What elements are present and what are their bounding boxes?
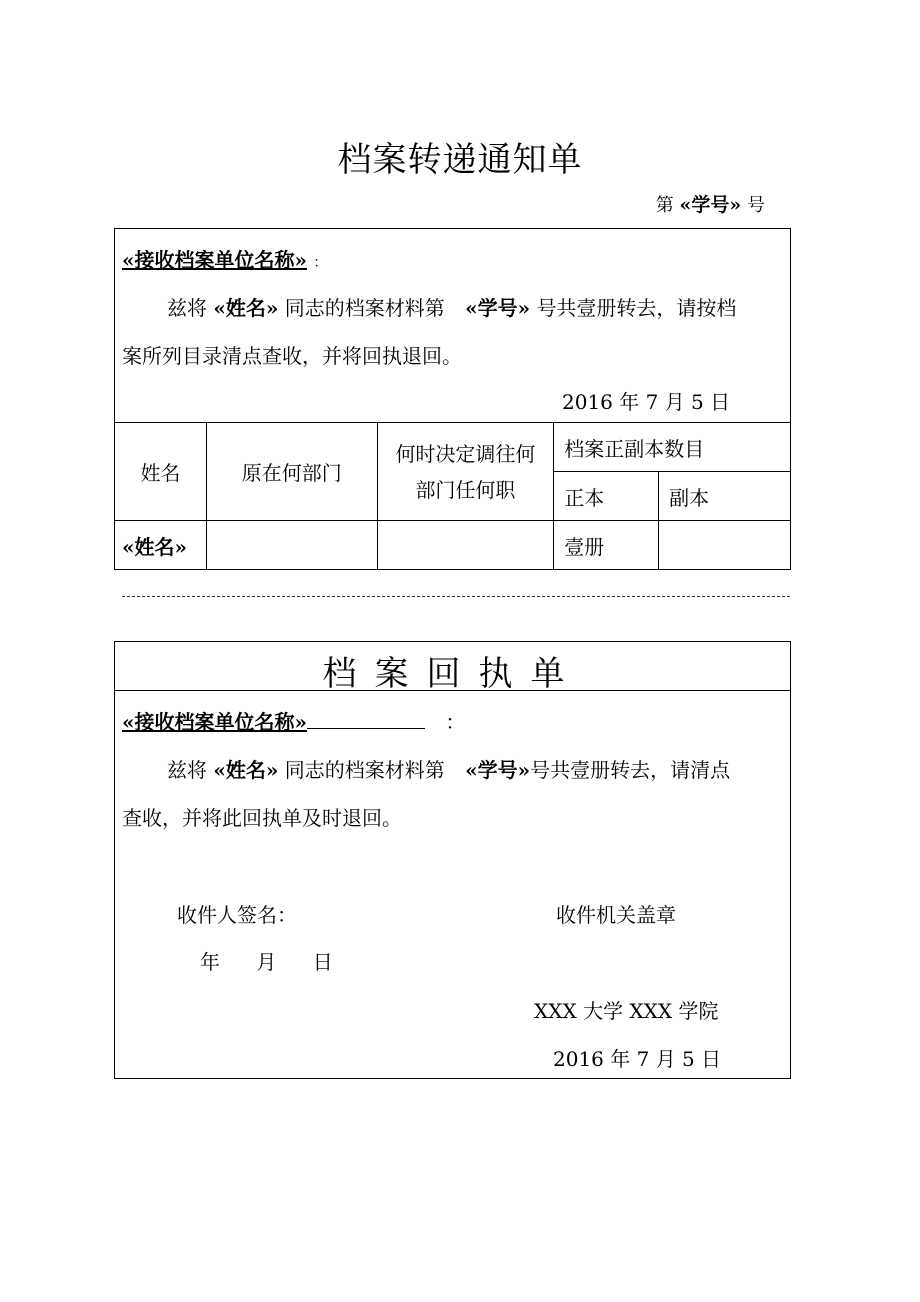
header-copies: 档案正副本数目 [554, 423, 791, 472]
recipient-colon: ： [313, 255, 328, 271]
para-text: 同志的档案材料第 [284, 758, 445, 782]
notice-recipient [122, 244, 327, 273]
receipt-name-field: «姓名» [213, 758, 279, 782]
cell-original: 壹册 [554, 521, 659, 570]
serial-suffix: 号 [747, 195, 765, 216]
id-field: «学号» [465, 296, 531, 320]
date-day-label: 日 [312, 950, 333, 974]
receipt-paragraph-line1 [167, 754, 730, 783]
date-month-label: 月 [256, 950, 277, 974]
cell-duplicate [659, 521, 791, 570]
receipt-recipient-colon: ： [445, 710, 466, 734]
para-text: 号共壹册转去，请按档 [536, 296, 737, 320]
notice-table [114, 422, 791, 570]
cell-transfer [377, 521, 554, 570]
date-blank [200, 946, 333, 975]
notice-date: 2016 年 7 月 5 日 [562, 390, 731, 414]
para-text: 同志的档案材料第 [284, 296, 445, 320]
header-transfer [377, 423, 554, 521]
receipt-recipient-field: «接收档案单位名称» [122, 710, 307, 734]
receipt-date: 2016 年 7 月 5 日 [553, 1047, 722, 1071]
header-transfer-line2: 部门任何职 [415, 477, 516, 502]
para-text: 号共壹册转去，请清点 [530, 758, 731, 782]
serial-prefix: 第 [655, 195, 674, 216]
header-dept: 原在何部门 [206, 423, 377, 521]
signer-label: 收件人签名： [177, 903, 297, 927]
seal-label: 收件机关盖章 [556, 903, 676, 927]
recipient-blank-line [307, 710, 425, 729]
notice-paragraph-line2: 案所列目录清点查收，并将回执退回。 [122, 344, 462, 368]
name-field: «姓名» [213, 296, 279, 320]
para-text: 兹将 [167, 758, 207, 782]
notice-paragraph-line1 [167, 292, 736, 321]
header-original: 正本 [554, 472, 659, 521]
recipient-field: «接收档案单位名称» [122, 248, 307, 272]
issuer-name: XXX 大学 XXX 学院 [534, 999, 719, 1023]
receipt-id-field: «学号» [465, 758, 531, 782]
para-text: 兹将 [167, 296, 207, 320]
cell-name: «姓名» [115, 521, 207, 570]
receipt-recipient [122, 706, 465, 735]
serial-field: «学号» [679, 194, 742, 216]
serial-number [656, 190, 765, 217]
date-year-label: 年 [200, 950, 220, 974]
notice-title: 档案转递通知单 [337, 140, 583, 180]
header-name: 姓名 [115, 423, 207, 521]
header-duplicate: 副本 [659, 472, 791, 521]
cell-dept [206, 521, 377, 570]
receipt-title: 档案回执单 [322, 654, 583, 694]
header-transfer-line1: 何时决定调往何 [395, 441, 536, 466]
receipt-paragraph-line2: 查收，并将此回执单及时退回。 [122, 806, 402, 830]
cut-line [122, 596, 790, 597]
